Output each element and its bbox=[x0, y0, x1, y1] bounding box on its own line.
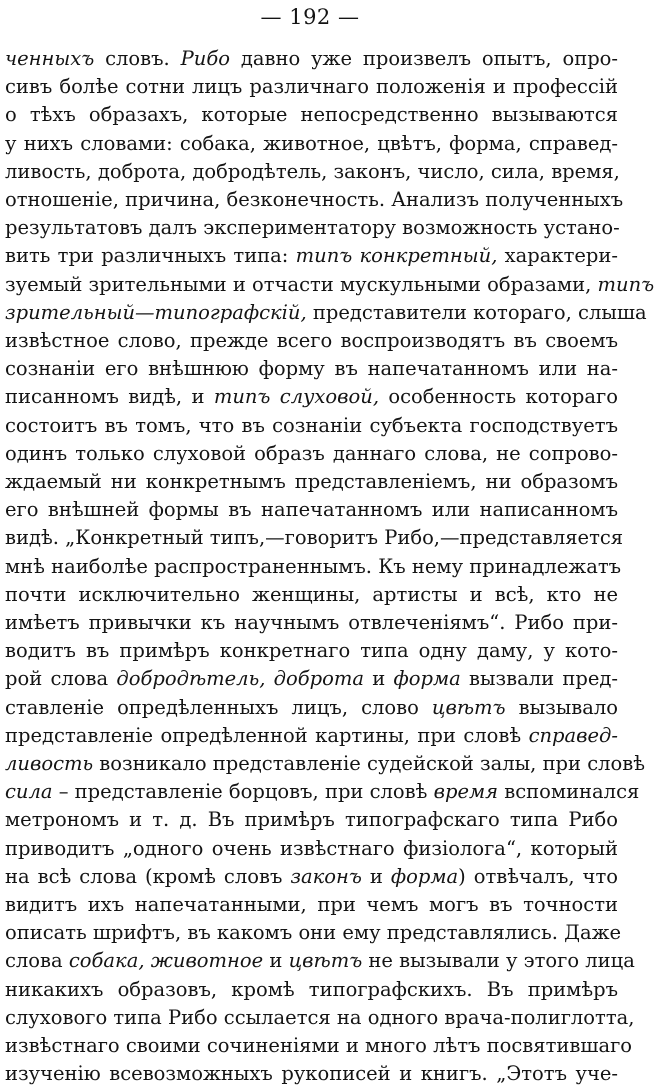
text-line bbox=[5, 100, 618, 130]
text-line bbox=[5, 411, 618, 441]
text-segment: характери- bbox=[497, 244, 618, 268]
text-line bbox=[5, 157, 618, 187]
text-segment: особенность котораго bbox=[379, 385, 618, 409]
text-segment: описать шрифтъ, въ какомъ они ему представлялись. Даже bbox=[5, 921, 622, 945]
italic-term: законъ bbox=[290, 864, 362, 888]
text-segment: на всѣ слова (кромѣ словъ bbox=[5, 864, 291, 888]
text-segment: ждаемый ни конкретнымъ представленіемъ, ни образомъ bbox=[5, 470, 618, 493]
text-segment: – представленіе борцовъ, при словѣ bbox=[52, 780, 434, 804]
text-segment: у нихъ словами: собака, животное, цвѣтъ, форма, справед- bbox=[5, 131, 618, 155]
text-segment: рой слова bbox=[5, 667, 117, 691]
text-segment: слова bbox=[5, 949, 69, 973]
text-segment: возникало представленіе судейской залы, при словѣ bbox=[93, 752, 646, 775]
text-line bbox=[5, 664, 618, 694]
text-segment: ставленіе опредѣленныхъ лицъ, слово bbox=[5, 695, 432, 719]
text-segment: изученію всевозможныхъ рукописей и книгъ. „Этотъ уче- bbox=[5, 1062, 618, 1086]
text-line bbox=[5, 918, 622, 948]
text-segment: сивъ болѣе сотни лицъ различнаго положенія и профессій bbox=[5, 75, 618, 99]
text-segment: результатовъ далъ экспериментатору возможность устано- bbox=[5, 216, 620, 240]
text-line bbox=[5, 890, 618, 920]
text-line bbox=[5, 636, 618, 666]
italic-term: зрительный—типографскій, bbox=[5, 300, 307, 324]
text-segment: приводитъ „одного очень извѣстнаго физіолога“, который bbox=[5, 836, 618, 860]
text-line bbox=[5, 213, 618, 243]
text-segment: одинъ только слуховой образъ даннаго слова, не сопрово- bbox=[5, 441, 618, 465]
text-line bbox=[5, 1003, 635, 1033]
italic-term: типъ слуховой, bbox=[213, 385, 380, 409]
text-line bbox=[5, 975, 618, 1005]
text-line bbox=[5, 608, 618, 638]
italic-term: типъ конкретный, bbox=[295, 244, 498, 268]
text-line bbox=[5, 298, 647, 328]
text-line bbox=[5, 1031, 633, 1061]
text-segment: вспоминался bbox=[498, 780, 640, 804]
italic-term: Рибо bbox=[180, 47, 230, 70]
italic-term: ченныхъ bbox=[5, 47, 95, 70]
text-segment: представленіе опредѣленной картины, при словѣ bbox=[5, 723, 529, 747]
text-segment: давно уже произвелъ опытъ, опро- bbox=[229, 47, 619, 70]
text-segment: и bbox=[263, 949, 289, 973]
text-line bbox=[5, 241, 618, 271]
italic-term: время bbox=[433, 780, 499, 804]
italic-term: ливость bbox=[5, 752, 94, 775]
text-line bbox=[5, 805, 618, 835]
text-segment: писанномъ видѣ, и bbox=[5, 385, 214, 409]
text-segment: мнѣ наиболѣе распространеннымъ. Къ нему принадлежатъ bbox=[5, 554, 622, 578]
text-line bbox=[5, 693, 618, 723]
text-segment: метрономъ и т. д. Въ примѣръ типографскаго типа Рибо bbox=[5, 808, 618, 832]
text-line bbox=[5, 862, 618, 892]
text-segment: имѣетъ привычки къ научнымъ отвлеченіямъ“. Рибо при- bbox=[5, 611, 618, 634]
text-line bbox=[5, 467, 618, 497]
text-line bbox=[5, 72, 618, 102]
text-segment: водитъ въ примѣръ конкретнаго типа одну даму, у кото- bbox=[5, 639, 618, 663]
text-segment: состоитъ въ томъ, что въ сознаніи субъекта господствуетъ bbox=[5, 413, 618, 437]
text-line bbox=[5, 552, 622, 582]
text-line bbox=[5, 834, 618, 864]
text-segment: отношеніе, причина, безконечность. Анализъ полученныхъ bbox=[5, 188, 624, 211]
text-segment: видѣ. „Конкретный типъ,—говоритъ Рибо,—представляется bbox=[5, 526, 624, 550]
italic-term: типъ bbox=[597, 272, 654, 296]
text-line bbox=[5, 382, 618, 412]
italic-term: цвѣтъ bbox=[288, 949, 363, 973]
text-line bbox=[5, 354, 618, 384]
text-line bbox=[5, 1059, 618, 1089]
text-line bbox=[5, 777, 640, 807]
text-line bbox=[5, 326, 618, 356]
text-line bbox=[5, 495, 618, 525]
text-segment: зуемый зрительными и отчасти мускульными образами, bbox=[5, 272, 598, 296]
text-line bbox=[5, 185, 624, 215]
text-segment: ) отвѣчалъ, что bbox=[458, 864, 618, 888]
text-segment: вызвали пред- bbox=[460, 667, 618, 691]
text-segment: видитъ ихъ напечатанными, при чемъ могъ въ точности bbox=[5, 893, 618, 916]
text-line bbox=[5, 44, 618, 74]
page-number-header: — 192 — bbox=[260, 5, 360, 29]
text-segment: и bbox=[361, 864, 391, 888]
italic-term: сила bbox=[5, 780, 53, 804]
italic-term: собака, животное bbox=[68, 949, 264, 973]
text-segment: словъ. bbox=[94, 47, 181, 70]
text-segment: извѣстное слово, прежде всего воспроизводятъ въ своемъ bbox=[5, 329, 618, 352]
text-segment: вить три различныхъ типа: bbox=[5, 244, 296, 268]
text-line bbox=[5, 270, 654, 300]
text-line bbox=[5, 580, 618, 610]
text-segment: никакихъ образовъ, кромѣ типографскихъ. Въ примѣръ bbox=[5, 977, 618, 1001]
text-segment: сознаніи его внѣшнюю форму въ напечатанномъ или на- bbox=[5, 357, 618, 381]
text-segment: вызывало bbox=[505, 695, 618, 719]
text-line bbox=[5, 721, 618, 751]
text-line bbox=[5, 129, 618, 159]
text-segment: слухового типа Рибо ссылается на одного врача-полиглотта, bbox=[5, 1005, 635, 1029]
text-segment: ливость, доброта, добродѣтель, законъ, число, сила, время, bbox=[5, 159, 620, 183]
text-line bbox=[5, 439, 618, 469]
italic-term: цвѣтъ bbox=[431, 695, 506, 719]
italic-term: форма bbox=[390, 864, 459, 888]
text-segment: и bbox=[364, 667, 394, 691]
text-line bbox=[5, 749, 646, 779]
text-segment: не вызывали у этого лица bbox=[362, 949, 635, 973]
italic-term: форма bbox=[393, 667, 461, 691]
text-segment: его внѣшней формы въ напечатанномъ или написанномъ bbox=[5, 498, 618, 522]
italic-term: добродѣтель, доброта bbox=[116, 667, 364, 691]
text-segment: почти исключительно женщины, артисты и всѣ, кто не bbox=[5, 582, 618, 606]
text-segment: извѣстнаго своими сочиненіями и много лѣтъ посвятившаго bbox=[5, 1034, 633, 1057]
text-line bbox=[5, 523, 624, 553]
text-line bbox=[5, 946, 635, 976]
italic-term: справед- bbox=[528, 723, 618, 747]
text-segment: о тѣхъ образахъ, которые непосредственно вызываются bbox=[5, 103, 618, 127]
text-segment: представители котораго, слыша bbox=[306, 300, 647, 324]
